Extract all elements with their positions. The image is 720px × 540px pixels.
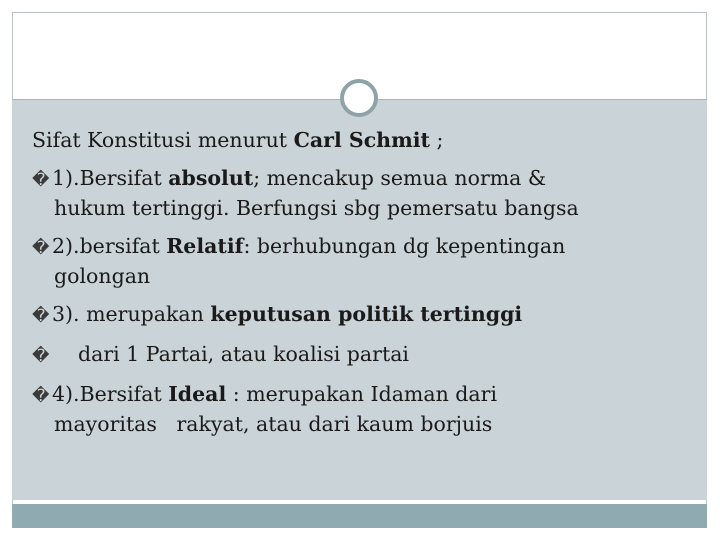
bullet-icon: � <box>32 238 50 258</box>
heading-name: Carl Schmit <box>293 128 431 152</box>
heading <box>32 126 692 154</box>
heading-suffix: ; <box>430 128 444 152</box>
list-item <box>32 340 692 370</box>
item-number: 1). <box>52 166 80 190</box>
bullet-icon: � <box>32 170 50 190</box>
bullet-icon: � <box>32 386 50 406</box>
item-text: ; mencakup semua norma & <box>253 166 547 190</box>
list-item-continuation: golongan <box>54 264 151 288</box>
item-text: : merupakan Idaman dari <box>226 382 497 406</box>
item-number: 2). <box>52 234 80 258</box>
item-text: bersifat <box>79 234 167 258</box>
item-bold: keputusan politik tertinggi <box>210 302 523 326</box>
item-number: 4). <box>52 382 80 406</box>
item-bold: Relatif <box>166 234 244 258</box>
footer-bar <box>12 504 707 528</box>
bullet-icon: � <box>32 346 50 366</box>
list-item <box>32 232 692 262</box>
slide-body <box>32 126 692 438</box>
item-text: Bersifat <box>79 166 169 190</box>
item-text: Bersifat <box>79 382 169 406</box>
item-text: merupakan <box>79 302 211 326</box>
list-item <box>32 380 692 410</box>
item-bold: Ideal <box>168 382 227 406</box>
item-text: : berhubungan dg kepentingan <box>243 234 566 258</box>
list-item <box>32 300 692 330</box>
bullet-icon: � <box>32 306 50 326</box>
item-number: 3). <box>52 302 80 326</box>
list-item-continuation: hukum tertinggi. Berfungsi sbg pemersatu bangsa <box>54 196 579 220</box>
heading-text: Sifat Konstitusi menurut <box>32 128 294 152</box>
circle-ornament-icon <box>340 79 378 117</box>
item-bold: absolut <box>168 166 254 190</box>
list-item-continuation: mayoritas rakyat, atau dari kaum borjuis <box>54 412 493 436</box>
item-text: dari 1 Partai, atau koalisi partai <box>78 342 409 366</box>
list-item <box>32 164 692 194</box>
